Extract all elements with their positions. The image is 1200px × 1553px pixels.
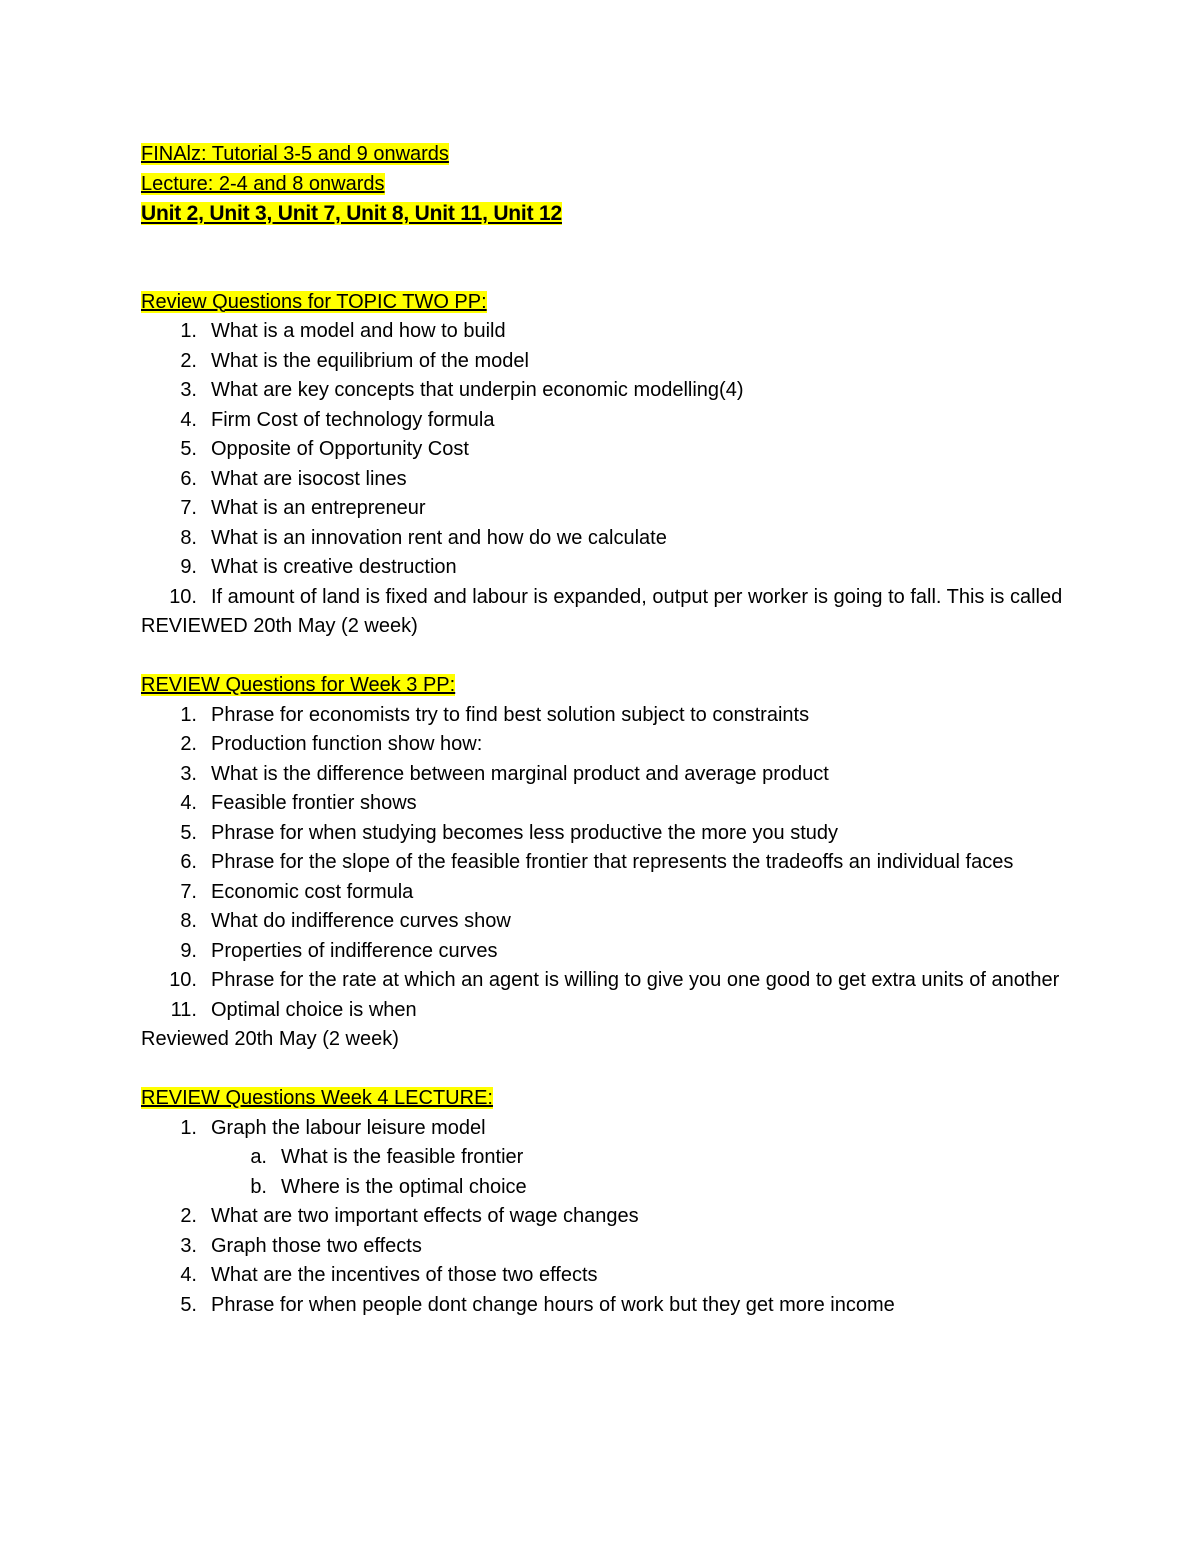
list-item: 2. Production function show how: bbox=[180, 733, 483, 755]
question-list bbox=[141, 1114, 1081, 1321]
document-page bbox=[141, 140, 1081, 1320]
list-item: 1. Graph the labour leisure model a. What is the feasible frontier b. Where is the optimal choice bbox=[141, 1114, 1081, 1203]
question-list bbox=[141, 701, 1081, 1026]
list-item: 4. Feasible frontier shows bbox=[180, 792, 417, 814]
list-item: 9. Properties of indifference curves bbox=[180, 939, 498, 962]
list-item: 7. What is an entrepreneur bbox=[180, 497, 426, 519]
list-item: 5. Opposite of Opportunity Cost bbox=[180, 438, 469, 460]
list-item: 2. What are two important effects of wage changes bbox=[180, 1205, 639, 1227]
spacer bbox=[141, 642, 1081, 672]
list-item: 4. Firm Cost of technology formula bbox=[180, 408, 495, 431]
sub-question-list bbox=[211, 1143, 1081, 1202]
list-item: 3. Graph those two effects bbox=[180, 1234, 422, 1257]
section-footer: Reviewed 20th May (2 week) bbox=[141, 1028, 399, 1050]
spacer bbox=[141, 1055, 1081, 1085]
list-item: 2. What is the equilibrium of the model bbox=[180, 349, 529, 372]
section-week-4-lecture bbox=[141, 1084, 1081, 1320]
header-line-1: FINAlz: Tutorial 3-5 and 9 onwards bbox=[141, 143, 449, 165]
section-footer: REVIEWED 20th May (2 week) bbox=[141, 615, 418, 637]
question-list bbox=[141, 317, 1081, 612]
list-item: 1. Phrase for economists try to find best solution subject to constraints bbox=[180, 703, 810, 726]
list-item: 5. Phrase for when studying becomes less productive the more you study bbox=[180, 821, 838, 844]
list-item: 11. Optimal choice is when bbox=[170, 998, 417, 1021]
header-line-3: Unit 2, Unit 3, Unit 7, Unit 8, Unit 11, Unit 12 bbox=[141, 202, 562, 225]
sub-list-item: b. Where is the optimal choice bbox=[250, 1175, 527, 1198]
list-item: 8. What do indifference curves show bbox=[180, 910, 511, 932]
list-item: 8. What is an innovation rent and how do we calculate bbox=[180, 526, 667, 549]
list-item: 5. Phrase for when people dont change hours of work but they get more income bbox=[180, 1293, 895, 1316]
header-line-2: Lecture: 2-4 and 8 onwards bbox=[141, 172, 385, 195]
list-item: 3. What are key concepts that underpin economic modelling(4) bbox=[180, 379, 744, 401]
list-item: 10. Phrase for the rate at which an agent is willing to give you one good to get extra units of another bbox=[169, 969, 1060, 991]
list-item: 1. What is a model and how to build bbox=[180, 320, 506, 342]
list-item: 4. What are the incentives of those two effects bbox=[180, 1264, 598, 1286]
section-title: Review Questions for TOPIC TWO PP: bbox=[141, 290, 487, 313]
section-title: REVIEW Questions Week 4 LECTURE: bbox=[141, 1087, 493, 1109]
section-title: REVIEW Questions for Week 3 PP: bbox=[141, 674, 456, 696]
list-item: 7. Economic cost formula bbox=[180, 880, 414, 903]
list-item: 3. What is the difference between marginal product and average product bbox=[180, 762, 829, 785]
list-item: 9. What is creative destruction bbox=[180, 556, 457, 578]
list-item: 6. Phrase for the slope of the feasible frontier that represents the tradeoffs an individual faces bbox=[180, 851, 1014, 873]
section-week-3 bbox=[141, 671, 1081, 1055]
list-item: 10. If amount of land is fixed and labour is expanded, output per worker is going to fall. This is called bbox=[169, 585, 1063, 608]
spacer bbox=[141, 229, 1081, 288]
sub-list-item: a. What is the feasible frontier bbox=[250, 1146, 524, 1168]
list-item: 6. What are isocost lines bbox=[180, 467, 407, 490]
section-topic-two bbox=[141, 288, 1081, 642]
